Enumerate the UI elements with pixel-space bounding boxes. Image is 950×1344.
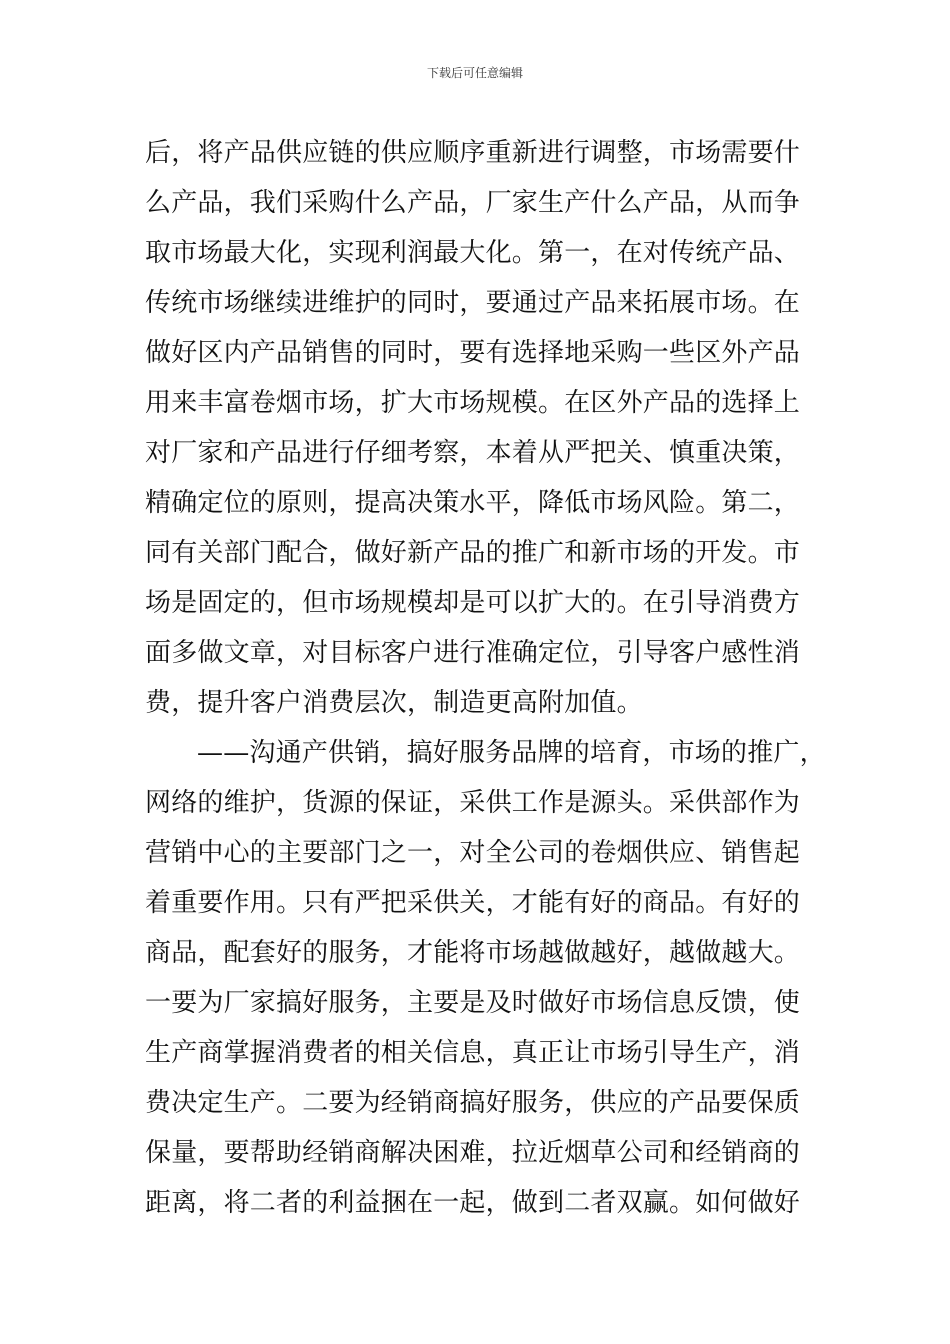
text-line: 费，提升客户消费层次，制造更高附加值。 [145,688,643,718]
paragraph-start-line: ——沟通产供销，搞好服务品牌的培育，市场的推广， [197,738,826,768]
text-line: 做好区内产品销售的同时，要有选择地采购一些区外产品 [145,338,801,368]
text-line: 后，将产品供应链的供应顺序重新进行调整，市场需要什 [145,138,801,168]
text-line: 精确定位的原则，提高决策水平，降低市场风险。第二， [145,488,801,518]
document-body [145,128,825,1228]
text-line: 用来丰富卷烟市场，扩大市场规模。在区外产品的选择上 [145,388,801,418]
text-line: 费决定生产。二要为经销商搞好服务，供应的产品要保质 [145,1088,801,1118]
text-line: 保量，要帮助经销商解决困难，拉近烟草公司和经销商的 [145,1138,801,1168]
text-line: 网络的维护，货源的保证，采供工作是源头。采供部作为 [145,788,801,818]
text-line: 一要为厂家搞好服务，主要是及时做好市场信息反馈，使 [145,988,801,1018]
text-line: 着重要作用。只有严把采供关，才能有好的商品。有好的 [145,888,801,918]
text-line: 传统市场继续进维护的同时，要通过产品来拓展市场。在 [145,288,801,318]
text-line: 取市场最大化，实现利润最大化。第一，在对传统产品、 [145,238,801,268]
text-line: 对厂家和产品进行仔细考察，本着从严把关、慎重决策， [145,438,801,468]
text-line: 同有关部门配合，做好新产品的推广和新市场的开发。市 [145,538,801,568]
text-line: 面多做文章，对目标客户进行准确定位，引导客户感性消 [145,638,801,668]
page-header: 下载后可任意编辑 [426,66,523,80]
text-line: 营销中心的主要部门之一，对全公司的卷烟供应、销售起 [145,838,801,868]
text-line: 商品，配套好的服务，才能将市场越做越好，越做越大。 [145,938,801,968]
text-line: 生产商掌握消费者的相关信息，真正让市场引导生产，消 [145,1038,801,1068]
text-line: 距离，将二者的利益捆在一起，做到二者双赢。如何做好 [145,1188,801,1218]
text-line: 场是固定的，但市场规模却是可以扩大的。在引导消费方 [145,588,801,618]
text-line: 么产品，我们采购什么产品，厂家生产什么产品，从而争 [145,188,801,218]
